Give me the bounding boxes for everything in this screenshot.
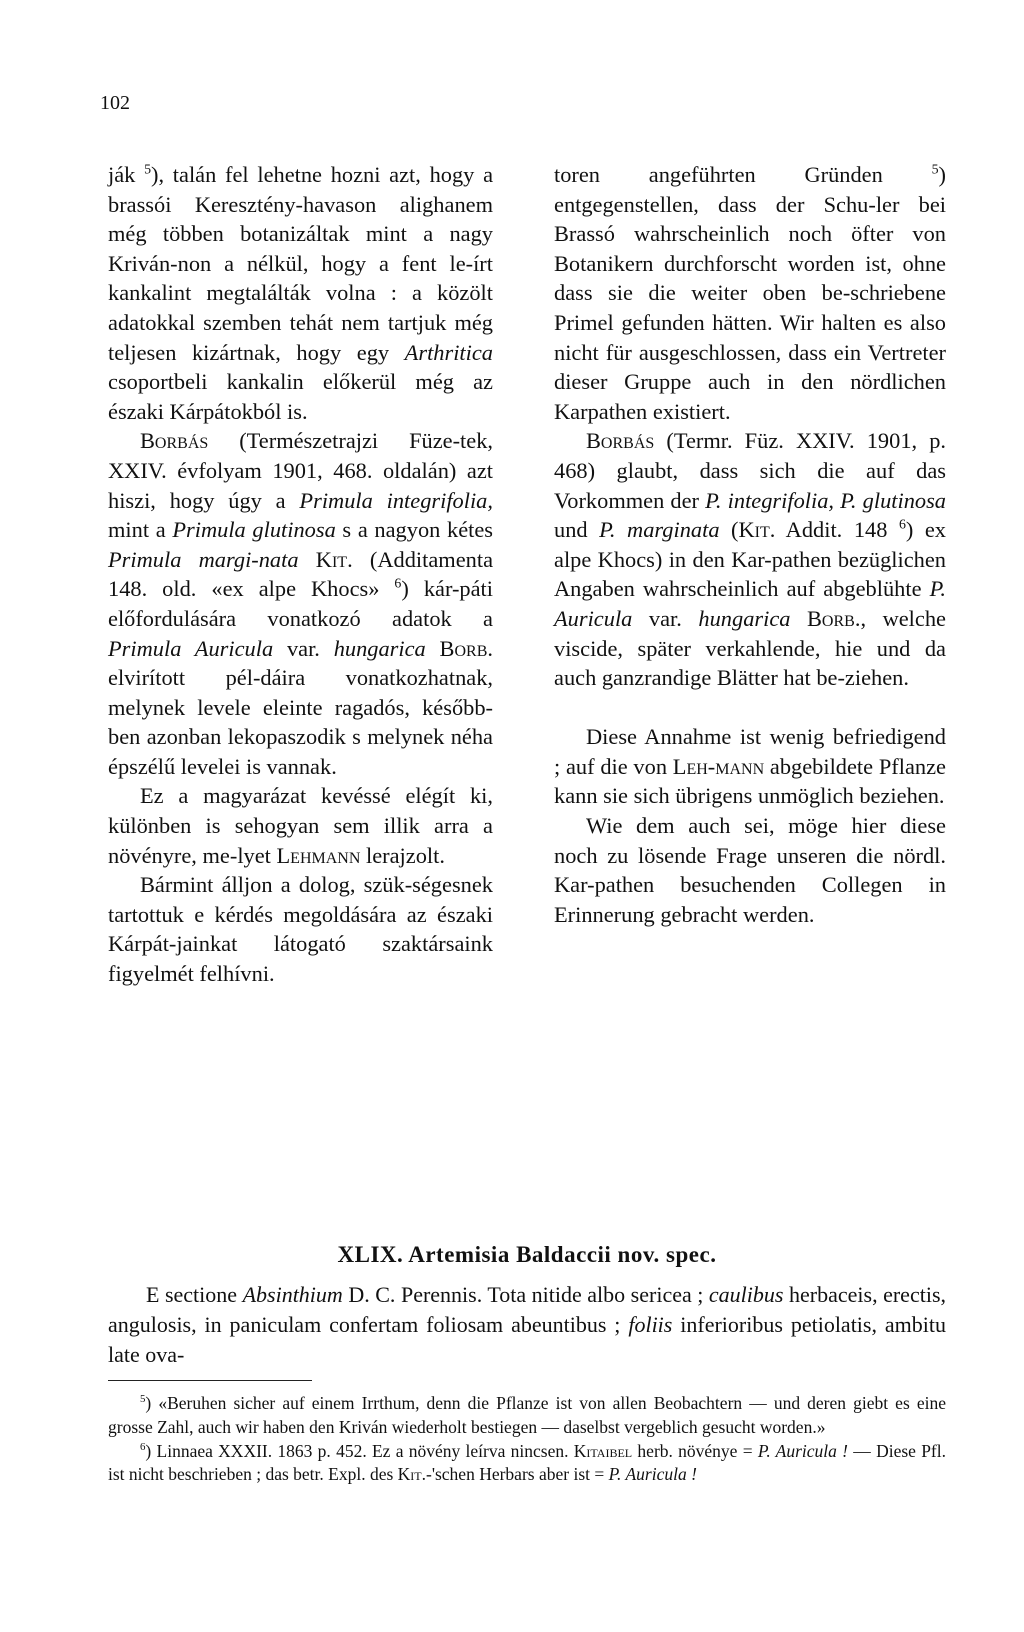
footnote-5: $^5$) «Beruhen sicher auf einem Irrthum, denn die Pflanze ist von allen Beobachtern — und deren giebt es eine grosse Zahl, auch wir haben den Kriván wiederholt bestiegen — daselbst vergeblich gesucht worden.» — [108, 1393, 946, 1437]
german-paragraph-4: Wie dem auch sei, möge hier diese noch zu lösende Frage unseren die nördl. Kar-pathen besuchenden Collegen in Erinnerung gebracht werden. — [554, 813, 946, 927]
german-paragraph-2: Borbás (Termr. Füz. XXIV. 1901, p. 468) glaubt, dass sich die auf das Vorkommen der P. integrifolia, P. glutinosa und P. marginata (Kit. Addit. 148 $^6$) ex alpe Khocs) in den Kar-pathen bezüglichen Angaben wahrscheinlich auf abgeblühte P. Auricula var. hungarica Borb., welche viscide, später verkahlende, hie und da auch ganzrandige Blätter hat be-ziehen. — [554, 428, 947, 691]
footnote-ref-6[interactable]: 6 — [394, 576, 402, 592]
species-description: E sectione Absinthium D. C. Perennis. Tota nitide albo sericea ; caulibus herbaceis, erectis, angulosis, in paniculam confertam foliosam abeuntibus ; foliis inferioribus petiolatis, ambitu late ova- — [108, 1282, 947, 1367]
footnote-ref-5[interactable]: 5 — [931, 162, 939, 178]
footnote-6: $^6$) Linnaea XXXII. 1863 p. 452. Ez a növény leírva nincsen. Kitaibel herb. növénye = P. Auricula ! — Diese Pfl. ist nicht beschrieben ; das betr. Expl. des Kit.-'schen Herbars aber ist = P. Auricula ! — [108, 1440, 946, 1485]
footnote-divider — [108, 1380, 312, 1381]
hungarian-paragraph-4: Bármint álljon a dolog, szük-ségesnek tartottuk e kérdés megoldására az északi Kárpát-jainkat látogató szaktársaink figyelmét felhívni. — [108, 872, 493, 987]
hungarian-paragraph-3: Ez a magyarázat kevéssé elégít ki, különben is sehogyan sem illik arra a növényre, me-lyet Lehmann lerajzolt. — [108, 783, 493, 868]
footnote-ref-5[interactable]: 5 — [144, 162, 152, 178]
hungarian-paragraph-2: Borbás (Természetrajzi Füze-tek, XXIV. évfolyam 1901, 468. oldalán) azt hiszi, hogy úgy a Primula integrifolia, mint a Primula glutinosa s a nagyon kétes Primula margi-nata Kit. (Additamenta 148. old. «ex alpe Khocs» $^6$) kár-páti előfordulására vonatkozó adatok a Primula Auricula var. hungarica Borb. elvirított pél-dáira vonatkozhatnak, melynek levele eleinte ragadós, később-ben azonban lekopaszodik s melynek néha épszélű levelei is vannak. — [108, 428, 494, 779]
hungarian-column — [108, 160, 493, 989]
hungarian-paragraph-1: ják $^5$), talán fel lehetne hozni azt, hogy a brassói Keresztény-havason alighanem még többen botanizáltak mint a nagy Kriván-non a nélkül, hogy a fent le-írt kankalint megtalálták volna : a közölt adatokkal szemben tehát nem tartjuk még teljesen kizártnak, hogy egy Arthritica csoportbeli kankalin előkerül még az északi Kárpátokból is. — [108, 162, 494, 424]
footnotes — [108, 1392, 946, 1487]
footnote-ref-6[interactable]: 6 — [898, 517, 906, 533]
page-number: 102 — [100, 92, 130, 114]
species-section — [108, 1240, 946, 1370]
section-heading: XLIX. Artemisia Baldaccii nov. spec. — [337, 1242, 717, 1267]
german-paragraph-1: toren angeführten Gründen $^5$) entgegenstellen, dass der Schu-ler bei Brassó wahrscheinlich noch öfter von Botanikern durchforscht worden ist, ohne dass sie die weiter oben be-schriebene Primel gefunden hätten. Wir halten es also nicht für ausgeschlossen, dass ein Vertreter dieser Gruppe auch in den nördlichen Karpathen existiert. — [554, 162, 946, 424]
german-paragraph-3: Diese Annahme ist wenig befriedigend ; auf die von Leh-mann abgebildete Pflanze kann sie sich übrigens unmöglich beziehen. — [554, 724, 946, 809]
german-column — [554, 160, 946, 929]
